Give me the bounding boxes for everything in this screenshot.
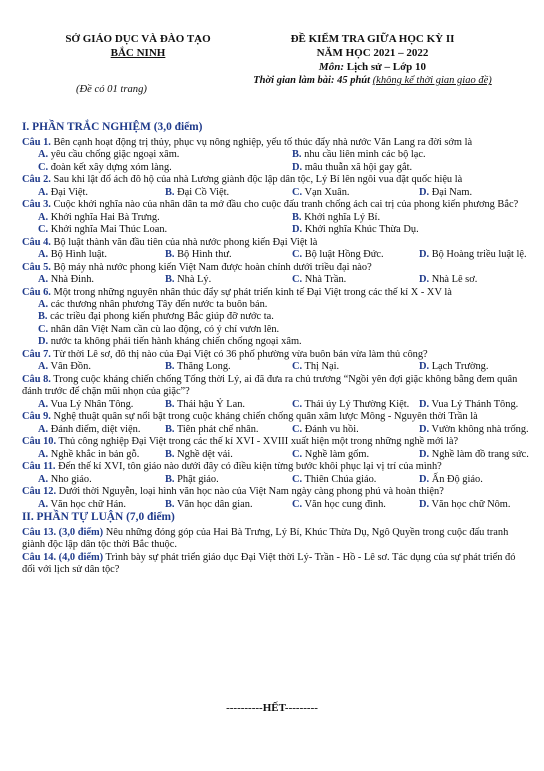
question-number: Câu 9. [22, 411, 51, 423]
option-letter: C. [38, 224, 49, 236]
option-letter: C. [292, 498, 303, 510]
question-number: Câu 1. [22, 136, 51, 148]
question-number: Câu 11. [22, 461, 56, 473]
option-letter: A. [38, 448, 49, 460]
section-1-title: I. PHẦN TRẮC NGHIỆM (3,0 điểm) [22, 121, 203, 133]
option-letter: A. [38, 423, 49, 435]
answer-option [22, 336, 530, 348]
option-text: Nhà Trần. [302, 274, 347, 286]
essay-points: (4,0 điểm) [56, 551, 104, 563]
essay-points: (3,0 điểm) [56, 526, 104, 538]
essay-question [22, 527, 530, 552]
time-note: (không kể thời gian giao đề) [372, 75, 492, 87]
time-label: Thời gian làm bài: 45 phút [253, 75, 371, 87]
option-letter: A. [38, 398, 49, 410]
option-text: Đại Cồ Việt. [174, 186, 230, 198]
option-letter: B. [165, 498, 175, 510]
essay-number: Câu 14. [22, 551, 57, 563]
question-item [22, 411, 530, 436]
question-number: Câu 2. [22, 174, 51, 186]
time-line [240, 74, 505, 87]
answer-option [276, 212, 530, 224]
option-text: các triều đại phong kiến phương Bắc giúp đỡ nước ta. [47, 311, 274, 323]
answer-option [149, 361, 276, 373]
option-letter: C. [292, 398, 303, 410]
option-letter: A. [38, 186, 49, 198]
question-stem: Trong cuộc kháng chiến chống Tống thời Lý, ai đã đưa ra chủ trương “Ngồi yên đợi giặc không bằng đem quân đánh trước để chặn mũi nhọn của giặc”? [22, 373, 518, 398]
answer-option [276, 398, 410, 411]
answer-option [22, 499, 149, 511]
answer-option [149, 424, 276, 436]
question-text [22, 262, 530, 274]
answer-options [22, 212, 530, 237]
answer-option [22, 449, 149, 461]
essay-text: Trình bày sự phát triển giáo dục Đại Việt thời Lý- Trần - Hồ - Lê sơ. Tác dụng của sự phát triển đó đối với lịch sử dân tộc? [22, 551, 516, 576]
question-stem: Bộ luật thành văn đầu tiên của nhà nước phong kiến Đại Việt là [50, 236, 318, 248]
option-letter: C. [292, 361, 303, 373]
subject-label: Môn: [318, 60, 344, 73]
option-text: Vạn Xuân. [302, 186, 350, 198]
answer-option [22, 299, 530, 311]
option-letter: C. [292, 186, 303, 198]
option-letter: C. [292, 249, 303, 261]
option-letter: D. [419, 423, 430, 435]
option-letter: B. [292, 211, 302, 223]
option-text: Phật giáo. [174, 473, 219, 485]
answer-option [403, 424, 530, 436]
answer-option [276, 499, 403, 511]
question-stem: Thủ công nghiệp Đại Việt trong các thế kỉ XVI - XVIII xuất hiện một trong những nghề mới là? [56, 436, 459, 448]
answer-option [22, 224, 276, 236]
option-letter: B. [292, 149, 302, 161]
answer-option [149, 399, 276, 411]
question-number: Câu 8. [22, 373, 51, 385]
answer-option [276, 361, 403, 373]
answer-option [22, 162, 276, 174]
option-letter: A. [38, 274, 49, 286]
question-item [22, 237, 530, 262]
answer-options [22, 361, 530, 373]
option-text: Đại Việt. [48, 186, 88, 198]
option-letter: A. [38, 361, 49, 373]
option-text: Vân Đồn. [48, 361, 91, 373]
option-letter: A. [38, 149, 49, 161]
option-text: Bộ Hình thư. [174, 249, 232, 261]
answer-option [276, 149, 530, 161]
option-letter: B. [165, 249, 175, 261]
answer-option [403, 361, 530, 373]
option-text: Đánh điểm, diệt viện. [48, 423, 141, 435]
question-item [22, 486, 530, 511]
option-letter: B. [165, 423, 175, 435]
answer-option [403, 449, 530, 461]
subject-line [240, 61, 505, 75]
answer-options [22, 449, 530, 461]
school-year: NĂM HỌC 2021 – 2022 [316, 46, 429, 59]
question-text [22, 287, 530, 299]
option-text: Nghề dệt vải. [174, 448, 233, 460]
essay-question [22, 552, 530, 577]
header-organization [38, 33, 238, 61]
option-text: Tiên phát chế nhân. [174, 423, 259, 435]
section-2-title: II. PHẦN TỰ LUẬN (7,0 điểm) [22, 511, 175, 524]
exam-title: ĐỀ KIỂM TRA GIỮA HỌC KỲ II [290, 33, 455, 45]
option-text: Vua Lý Nhân Tông. [48, 398, 134, 410]
option-text: Thị Nại. [302, 361, 340, 373]
option-letter: B. [165, 274, 175, 286]
option-text: các thương nhân phương Tây đến nước ta buôn bán. [48, 298, 268, 310]
question-text [22, 237, 530, 249]
question-number: Câu 12. [22, 486, 57, 498]
org-line-2: BẮC NINH [110, 46, 166, 59]
option-letter: B. [165, 448, 175, 460]
answer-option [22, 324, 530, 336]
answer-option [149, 449, 276, 461]
option-letter: B. [165, 473, 175, 485]
option-letter: A. [38, 298, 49, 310]
question-stem: Cuộc khởi nghĩa nào của nhân dân ta mở đầu cho cuộc đấu tranh chống ách cai trị của phong kiến phương Bắc? [50, 199, 519, 211]
answer-options [22, 399, 530, 411]
option-text: nước ta không phải tiến hành kháng chiến chống ngoại xâm. [48, 336, 302, 348]
option-letter: C. [292, 473, 303, 485]
question-number: Câu 6. [22, 286, 51, 298]
option-text: Văn học chữ Nôm. [429, 498, 511, 510]
option-letter: C. [38, 323, 49, 335]
option-letter: D. [419, 398, 430, 410]
option-letter: B. [165, 361, 175, 373]
question-text [22, 436, 530, 448]
option-text: Thiên Chúa giáo. [302, 473, 377, 485]
question-text [22, 374, 530, 399]
answer-option [22, 424, 149, 436]
question-text [22, 174, 530, 186]
question-text [22, 411, 530, 423]
question-stem: Sau khi lật đổ ách đô hộ của nhà Lương giành độc lập dân tộc, Lý Bí lên ngôi vua đặt quốc hiệu là [50, 174, 463, 186]
multiple-choice-list [22, 137, 530, 512]
essay-number: Câu 13. [22, 526, 57, 538]
option-text: yêu cầu chống giặc ngoại xâm. [48, 149, 180, 161]
answer-options [22, 274, 530, 286]
option-text: Khởi nghĩa Lý Bí. [301, 211, 381, 223]
question-stem: Bộ máy nhà nước phong kiến Việt Nam được hoàn chỉnh dưới triều đại nào? [50, 261, 372, 273]
option-text: Văn học cung đình. [302, 498, 386, 510]
option-letter: A. [38, 498, 49, 510]
org-line-1: SỞ GIÁO DỤC VÀ ĐÀO TẠO [65, 33, 211, 45]
answer-option [149, 499, 276, 511]
page-count-note: (Đề có 01 trang) [76, 84, 147, 95]
option-letter: D. [419, 186, 430, 198]
answer-option [22, 249, 149, 261]
answer-option [276, 249, 403, 261]
option-text: mâu thuẫn xã hội gay gắt. [302, 161, 413, 173]
answer-options [22, 299, 530, 349]
answer-option [403, 187, 530, 199]
option-text: Khởi nghĩa Hai Bà Trưng. [48, 211, 160, 223]
answer-option [403, 499, 530, 511]
answer-option [276, 274, 403, 286]
question-item [22, 174, 530, 199]
answer-option [149, 274, 276, 286]
essay-text: Nêu những đóng góp của Hai Bà Trưng, Lý Bí, Khúc Thừa Dụ, Ngô Quyền trong cuộc đấu tranh giành độc lập dân tộc thời Bắc thuộc. [22, 526, 509, 551]
option-letter: D. [292, 224, 303, 236]
question-item [22, 287, 530, 349]
option-letter: B. [165, 398, 175, 410]
option-text: Thăng Long. [174, 361, 231, 373]
answer-option [22, 311, 530, 323]
question-number: Câu 3. [22, 199, 51, 211]
option-letter: D. [419, 249, 430, 261]
answer-options [22, 474, 530, 486]
question-number: Câu 5. [22, 261, 51, 273]
option-text: Nghề làm gốm. [302, 448, 370, 460]
answer-option [149, 187, 276, 199]
header-exam-info [240, 33, 505, 87]
option-text: đoàn kết xây dựng xóm làng. [48, 161, 172, 173]
question-text [22, 461, 530, 473]
option-text: Thái hậu Ỷ Lan. [174, 398, 246, 410]
option-text: Bộ luật Hồng Đức. [302, 249, 384, 261]
option-letter: D. [419, 473, 430, 485]
question-stem: Nghệ thuật quân sự nổi bật trong cuộc kháng chiến chống quân xâm lược Mông - Nguyên thời Trần là [50, 411, 478, 423]
option-text: Khởi nghĩa Khúc Thừa Dụ. [302, 224, 419, 236]
answer-option [403, 474, 530, 486]
option-text: Nhà Lê sơ. [429, 274, 478, 286]
essay-list [22, 527, 530, 577]
option-letter: C. [38, 161, 49, 173]
answer-option [22, 187, 149, 199]
end-marker: ----------HẾT--------- [226, 702, 318, 714]
question-text [22, 199, 530, 211]
answer-option [22, 474, 149, 486]
answer-option [149, 474, 276, 486]
option-letter: A. [38, 249, 49, 261]
option-text: nhân dân Việt Nam cần cù lao động, có ý chí vươn lên. [48, 323, 280, 335]
answer-option [22, 361, 149, 373]
question-item [22, 349, 530, 374]
question-stem: Đến thế kỉ XVI, tôn giáo nào dưới đây có điều kiện từng bước khôi phục lại vị trí của mình? [55, 461, 442, 473]
option-text: Vườn không nhà trống. [429, 423, 529, 435]
option-text: Nhà Lý. [174, 274, 212, 286]
answer-option [22, 274, 149, 286]
answer-options [22, 249, 530, 261]
option-letter: D. [419, 274, 430, 286]
answer-options [22, 149, 530, 174]
option-text: Nghề khắc in bản gỗ. [48, 448, 140, 460]
option-text: Đại Nam. [429, 186, 473, 198]
option-text: Bộ Hoàng triều luật lệ. [429, 249, 527, 261]
question-stem: Một trong những nguyên nhân thúc đẩy sự phát triển kinh tế Đại Việt trong các thế kỉ X - XV là [50, 286, 452, 298]
option-letter: C. [292, 274, 303, 286]
answer-options [22, 424, 530, 436]
answer-option [403, 399, 530, 411]
option-letter: D. [419, 361, 430, 373]
option-text: Ấn Độ giáo. [429, 473, 483, 485]
exam-content [22, 121, 530, 577]
option-letter: A. [38, 211, 49, 223]
question-stem: Từ thời Lê sơ, đô thị nào của Đại Việt có 36 phố phường vừa buôn bán vừa làm thủ công? [50, 348, 428, 360]
answer-options [22, 499, 530, 511]
option-text: Văn học chữ Hán. [48, 498, 126, 510]
question-text [22, 349, 530, 361]
answer-option [276, 424, 403, 436]
question-item [22, 262, 530, 287]
option-text: Nhà Đinh. [48, 274, 94, 286]
option-letter: C. [292, 448, 303, 460]
option-letter: B. [38, 311, 48, 323]
option-letter: D. [419, 498, 430, 510]
question-text [22, 486, 530, 498]
option-text: Văn học dân gian. [174, 498, 253, 510]
answer-option [22, 399, 149, 411]
option-letter: B. [165, 186, 175, 198]
question-text [22, 137, 530, 149]
question-stem: Dưới thời Nguyễn, loại hình văn học nào của Việt Nam ngày càng phong phú và hoàn thiện? [56, 486, 444, 498]
question-item [22, 461, 530, 486]
answer-option [276, 449, 403, 461]
answer-option [276, 224, 530, 236]
question-item [22, 137, 530, 174]
option-text: Khởi nghĩa Mai Thúc Loan. [48, 224, 168, 236]
option-text: Nghề làm đồ trang sức. [429, 448, 529, 460]
option-letter: D. [419, 448, 430, 460]
option-letter: A. [38, 473, 49, 485]
answer-option [403, 274, 530, 286]
answer-options [22, 187, 530, 199]
answer-option [403, 249, 530, 261]
option-text: nhu cầu liên minh các bộ lạc. [301, 149, 426, 161]
answer-option [22, 212, 276, 224]
subject-name: Lịch sử – Lớp 10 [346, 60, 427, 73]
question-item [22, 374, 530, 411]
option-letter: D. [292, 161, 303, 173]
option-text: Nho giáo. [48, 473, 92, 485]
option-text: Lạch Trường. [429, 361, 489, 373]
question-number: Câu 4. [22, 236, 51, 248]
answer-option [22, 149, 276, 161]
option-text: Vua Lý Thánh Tông. [429, 398, 519, 410]
answer-option [276, 474, 403, 486]
question-number: Câu 10. [22, 436, 57, 448]
option-letter: D. [38, 336, 49, 348]
option-text: Bộ Hình luật. [48, 249, 107, 261]
question-stem: Bên cạnh hoạt động trị thủy, phục vụ nông nghiệp, yếu tố thúc đẩy nhà nước Văn Lang ra đời sớm là [50, 136, 473, 148]
question-item [22, 199, 530, 236]
option-letter: C. [292, 423, 303, 435]
option-text: Đánh vu hồi. [302, 423, 359, 435]
option-text: Thái úy Lý Thường Kiệt. [302, 398, 410, 410]
answer-option [276, 187, 403, 199]
question-number: Câu 7. [22, 348, 51, 360]
answer-option [276, 162, 530, 174]
question-item [22, 436, 530, 461]
answer-option [149, 249, 276, 261]
